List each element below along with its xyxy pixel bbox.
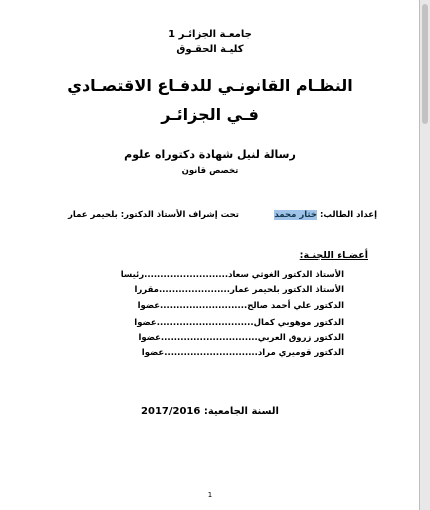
thesis-degree-line: رسالة لنيل شهادة دكتوراه علوم xyxy=(124,148,296,161)
thesis-title-line2: فـي الجزائـر xyxy=(161,105,259,124)
university-name: جامعـة الجزائـر 1 xyxy=(168,29,252,40)
committee-member-5: الدكتور زروق العربي .............................. عضوا xyxy=(138,333,344,343)
academic-year: السنة الجامعية: 2017/2016 xyxy=(141,406,279,417)
committee-member-4: الدكتور موهوبي كمال .............................. عضوا xyxy=(134,318,344,328)
committee-member-1: الأستاذ الدكتور الغوثي سعاد .......................... رئيسا xyxy=(120,270,344,280)
page-number: 1 xyxy=(207,491,213,499)
student-name[interactable]: خثار محمد xyxy=(274,210,317,220)
vertical-scrollbar[interactable] xyxy=(419,0,430,510)
student-line xyxy=(274,210,377,220)
committee-member-3: الدكتور علي أحمد صالح ........................... عضوا xyxy=(137,301,344,311)
supervisor-line: تحت إشراف الأستاذ الدكتور: بلحيمر عمار xyxy=(68,210,239,220)
student-label: إعداد الطالب: xyxy=(319,210,377,220)
committee-member-6: الدكتور قوميري مراد ............................. عضوا xyxy=(141,348,344,358)
faculty-name: كليـة الحقـوق xyxy=(176,44,244,55)
thesis-title-line1: النظـام القانونـي للدفـاع الاقتصـادي xyxy=(67,76,353,95)
committee-heading: أعضـاء اللجنـة: xyxy=(299,250,368,261)
committee-member-2: الأستاذ الدكتور بلحيمر عمار ...................... مقررا xyxy=(134,285,344,295)
thesis-specialty: تخصص قانون xyxy=(181,166,239,176)
scrollbar-thumb[interactable] xyxy=(422,4,428,124)
